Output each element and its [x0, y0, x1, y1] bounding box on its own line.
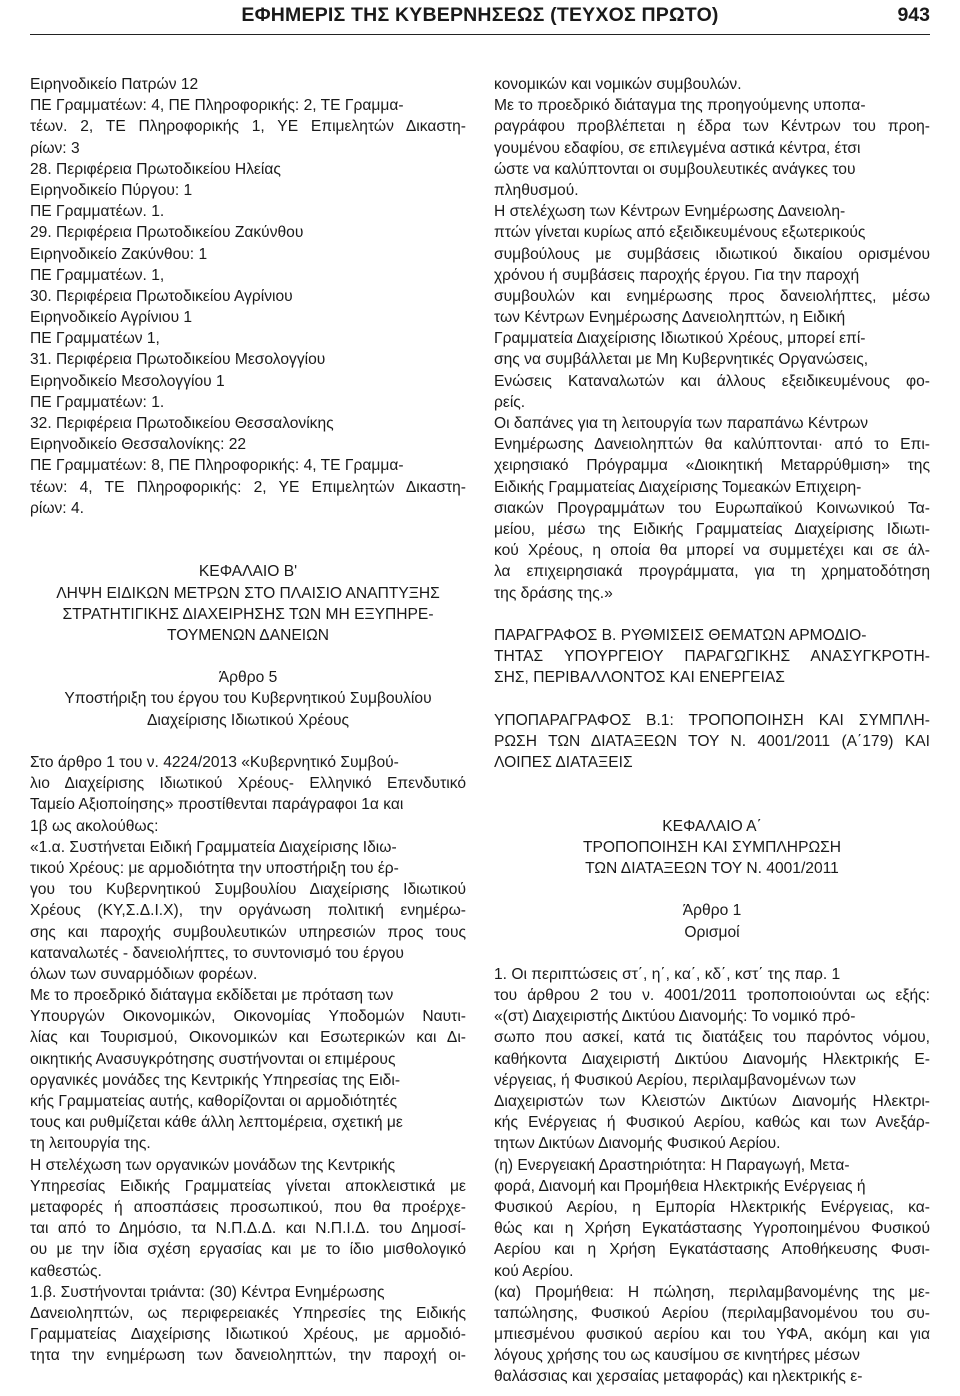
- text-line: Υπηρεσίας Ειδικής Γραμματείας γίνεται αποκλειστικά με: [30, 1177, 466, 1195]
- text-line: ΤΟΥΜΕΝΩΝ ΔΑΝΕΙΩΝ: [166, 626, 330, 644]
- text-line: Ειδικής Γραμματείας Διαχείρισης Τομεακών Επιχειρη-: [494, 478, 862, 496]
- text-line: ρίων: 3: [30, 139, 80, 157]
- text-line: Δανειοληπτών, ως περιφερειακές Υπηρεσίες της Ειδικής: [30, 1304, 466, 1322]
- page-header: [30, 0, 930, 34]
- blank-line: [30, 731, 466, 752]
- text-line: ΠΕ Γραμματέων. 1.: [30, 203, 165, 221]
- text-line: συμβούλους με συμβάσεις ιδιωτικού δικαίου ορισμένου: [494, 245, 930, 263]
- text-line: θώς και η Χρήση Εγκατάστασης Υγροποιημένου Φυσικού: [494, 1220, 930, 1238]
- text-line: 1. Οι περιπτώσεις στ΄, η΄, κα΄, κδ΄, κστ΄ της παρ. 1: [494, 965, 841, 983]
- blank-line: [30, 519, 466, 540]
- text-line: χειρησιακό Πρόγραμμα «Διοικητική Μεταρρύθμιση» της: [494, 457, 930, 475]
- text-line: Υπουργών Οικονομικών, Οικονομίας Υποδομών Ναυτι-: [30, 1008, 466, 1026]
- text-line: ΡΩΣΗ ΤΩΝ ΔΙΑΤΑΞΕΩΝ ΤΟΥ Ν. 4001/2011 (Α΄179) ΚΑΙ: [494, 732, 930, 750]
- text-line: οργανικές μονάδες της Κεντρικής Υπηρεσίας της Ειδι-: [30, 1071, 401, 1089]
- text-line: φορά, Διανομή και Προμήθεια Ηλεκτρικής Ενέργειας ή: [494, 1177, 866, 1195]
- text-line: 28. Περιφέρεια Πρωτοδικείου Ηλείας: [30, 160, 281, 178]
- text-line: κονομικών και νομικών συμβουλών.: [494, 76, 742, 93]
- blank-line: [494, 773, 930, 794]
- text-line: ΤΩΝ ΔΙΑΤΑΞΕΩΝ ΤΟΥ Ν. 4001/2011: [585, 859, 839, 877]
- text-line: καθεστώς.: [30, 1262, 102, 1280]
- text-line: 30. Περιφέρεια Πρωτοδικείου Αγρίνιου: [30, 287, 293, 305]
- gazette-title: ΕΦΗΜΕΡΙΣ ΤΗΣ ΚΥΒΕΡΝΗΣΕΩΣ (ΤΕΥΧΟΣ ΠΡΩΤΟ): [241, 4, 719, 26]
- text-line: γου του Κυβερνητικού Συμβουλίου Διαχείρισης Ιδιωτικού: [30, 881, 466, 899]
- text-line: Άρθρο 5: [218, 669, 278, 687]
- text-line: οικητικής Ανασυγκρότησης συστήνονται οι επιμέρους: [30, 1050, 396, 1068]
- text-line: Ενημέρωσης Δανειοληπτών θα καλύπτονται· από το Επι-: [494, 436, 930, 454]
- text-line: ΣΗΣ, ΠΕΡΙΒΑΛΛΟΝΤΟΣ ΚΑΙ ΕΝΕΡΓΕΙΑΣ: [494, 669, 785, 687]
- text-line: Υποστήριξη του έργου του Κυβερνητικού Συμβουλίου: [64, 690, 432, 708]
- text-line: λα επιχειρησιακά προγράμματα, για τη χρηματοδότηση: [494, 563, 930, 581]
- text-line: Με το προεδρικό διάταγμα εκδίδεται με πρόταση των: [30, 987, 394, 1005]
- text-line: (κα) Προμήθεια: Η πώληση, περιλαμβανομένης της με-: [494, 1283, 930, 1301]
- text-line: όλων των συναρμόδιων φορέων.: [30, 965, 258, 983]
- text-line: τέων. 2, ΤΕ Πληροφορικής 1, ΥΕ Επιμελητών Δικαστη-: [30, 118, 466, 136]
- text-line: Ειρηνοδικείο Θεσσαλονίκης: 22: [30, 436, 247, 454]
- text-line: 32. Περιφέρεια Πρωτοδικείου Θεσσαλονίκης: [30, 415, 334, 432]
- text-line: 29. Περιφέρεια Πρωτοδικείου Ζακύνθου: [30, 224, 304, 242]
- text-line: λίας και Τουρισμού, Οικονομικών και Εσωτερικών και Δι-: [30, 1029, 466, 1047]
- text-line: καταναλωτές - δανειολήπτες, το συντονισμό του έργου: [30, 944, 404, 962]
- text-line: Ενώσεις Καταναλωτών και άλλους εξειδικευμένους φο-: [494, 372, 930, 390]
- text-line: μείου, μέσω της Ειδικής Γραμματείας Διαχείρισης Ιδιωτι-: [494, 520, 930, 538]
- text-line: μεταφορές ή αποσπάσεις προσωπικού, που θα προέρχε-: [30, 1198, 466, 1216]
- text-line: Ειρηνοδικείο Μεσολογγίου 1: [30, 372, 225, 390]
- text-line: τητα την ενημέρωση των δανειοληπτών, την παροχή οι-: [30, 1347, 466, 1365]
- text-line: συμβουλών και ενημέρωσης προς δανειολήπτες, μέσω: [494, 287, 930, 305]
- text-line: των Κέντρων Ενημέρωσης Δανειοληπτών, η Ειδική: [494, 309, 846, 327]
- left-column: [30, 74, 466, 1366]
- text-line: ΤΡΟΠΟΠΟΙΗΣΗ ΚΑΙ ΣΥΜΠΛΗΡΩΣΗ: [582, 838, 842, 856]
- text-line: Αερίου και η Χρήση Εγκατάστασης Αποθήκευσης Φυσι-: [494, 1241, 930, 1259]
- text-line: Στο άρθρο 1 του ν. 4224/2013 «Κυβερνητικό Συμβού-: [30, 754, 399, 771]
- text-line: σης να συμβάλλεται με Μη Κυβερνητικές Οργανώσεις,: [494, 351, 869, 369]
- text-line: ου με την ίδια σχέση εργασίας και με το ίδιο μισθολογικό: [30, 1241, 466, 1259]
- text-line: πληθυσμού.: [494, 181, 579, 199]
- text-line: ΛΟΙΠΕΣ ΔΙΑΤΑΞΕΙΣ: [494, 754, 633, 771]
- text-line: ρείς.: [494, 393, 526, 411]
- text-line: ΚΕΦΑΛΑΙΟ Α΄: [662, 817, 762, 835]
- text-line: ΠΕ Γραμματέων: 1.: [30, 393, 165, 411]
- text-line: ΠΕ Γραμματέων: 4, ΠΕ Πληροφορικής: 2, ΤΕ Γραμμα-: [30, 97, 404, 115]
- text-line: ΣΤΡΑΤΗΤΙΓΙΚΗΣ ΔΙΑΧΕΙΡΗΣΗΣ ΤΩΝ ΜΗ ΕΞΥΠΗΡΕ-: [62, 605, 434, 623]
- text-line: ΠΑΡΑΓΡΑΦΟΣ Β. ΡΥΘΜΙΣΕΙΣ ΘΕΜΑΤΩΝ ΑΡΜΟΔΙΟ-: [494, 626, 867, 644]
- blank-line: [494, 879, 930, 900]
- blank-line: [30, 540, 466, 561]
- text-line: Με το προεδρικό διάταγμα της προηγούμενης υποπα-: [494, 97, 866, 115]
- text-line: Άρθρο 1: [682, 902, 742, 920]
- text-line: ται από το Δημόσιο, τα Ν.Π.Δ.Δ. και Ν.Π.Ι.Δ. του Δημοσί-: [30, 1220, 466, 1238]
- right-column: [494, 74, 930, 1388]
- text-line: ταπώλησης, Φυσικού Αερίου (περιλαμβανομένου του συ-: [494, 1304, 930, 1322]
- text-line: γουμένου εδαφίου, σε επιλεγμένα αστικά κέντρα, έτσι: [494, 139, 861, 157]
- text-line: Οι δαπάνες για τη λειτουργία των παραπάνω Κέντρων: [494, 415, 869, 432]
- text-line: θαλάσσιας και χερσαίας μεταφοράς) και ηλεκτρικής ε-: [494, 1368, 863, 1386]
- text-line: ρίων: 4.: [30, 499, 84, 517]
- text-line: τικού Χρέους: με αρμοδιότητα την υποστήριξη του έρ-: [30, 859, 399, 877]
- header-divider: [30, 34, 930, 35]
- text-line: 1.β. Συστήνονται τριάντα: (30) Κέντρα Ενημέρωσης: [30, 1283, 385, 1301]
- text-line: ραγράφου προβλέπεται η έδρα των Κέντρων του προη-: [494, 118, 930, 136]
- text-line: ΠΕ Γραμματέων. 1,: [30, 266, 165, 284]
- text-line: κού Χρέους, η οποία θα μπορεί να συμμετέχει και σε άλ-: [494, 542, 930, 560]
- text-line: 31. Περιφέρεια Πρωτοδικείου Μεσολογγίου: [30, 351, 326, 369]
- text-line: Ταμείο Αξιοποίησης» προστίθενται παράγραφοι 1α και: [30, 796, 404, 814]
- text-line: τη λειτουργία της.: [30, 1135, 151, 1153]
- text-line: πτών γίνεται κυρίως από εξειδικευμένους εξωτερικούς: [494, 224, 866, 242]
- text-line: 1β ως ακολούθως:: [30, 817, 159, 835]
- text-line: νέργειας, ή Φυσικού Αερίου, περιλαμβανομένων των: [494, 1071, 856, 1089]
- text-line: λιο Διαχείρισης Ιδιωτικού Χρέους- Ελληνικό Επενδυτικό: [30, 775, 466, 793]
- blank-line: [494, 688, 930, 709]
- text-line: ΠΕ Γραμματέων: 8, ΠΕ Πληροφορικής: 4, ΤΕ Γραμμα-: [30, 457, 404, 475]
- text-line: Χρέους (ΚΥ,Σ.Δ.Ι.Χ), την οργάνωση πολιτική ενημέρω-: [30, 902, 466, 920]
- text-line: κού Αερίου.: [494, 1262, 574, 1280]
- blank-line: [494, 794, 930, 815]
- text-line: του άρθρου 2 του ν. 4001/2011 τροποποιούνται ως εξής:: [494, 987, 930, 1005]
- text-line: «1.α. Συστήνεται Ειδική Γραμματεία Διαχείρισης Ιδιω-: [30, 838, 397, 856]
- text-line: Ειρηνοδικείο Πατρών 12: [30, 76, 199, 93]
- text-line: τέων: 4, ΤΕ Πληροφορικής: 2, ΥΕ Επιμελητών Δικαστη-: [30, 478, 466, 496]
- text-line: ΛΗΨΗ ΕΙΔΙΚΩΝ ΜΕΤΡΩΝ ΣΤΟ ΠΛΑΙΣΙΟ ΑΝΑΠΤΥΞΗΣ: [56, 584, 440, 602]
- text-line: Ειρηνοδικείο Πύργου: 1: [30, 181, 193, 199]
- text-line: ώστε να καλύπτονται οι συμβουλευτικές ανάγκες του: [494, 160, 856, 178]
- text-line: Ειρηνοδικείο Ζακύνθου: 1: [30, 245, 208, 263]
- text-line: Η στελέχωση των Κέντρων Ενημέρωσης Δανειολη-: [494, 203, 846, 221]
- text-line: ΠΕ Γραμματέων 1,: [30, 330, 160, 348]
- page-number: 943: [897, 4, 930, 26]
- text-line: Διαχειριστών των Κλειστών Δικτύων Διανομής Ηλεκτρι-: [494, 1093, 930, 1110]
- text-line: της δράσης της.»: [494, 584, 613, 602]
- blank-line: [30, 646, 466, 667]
- text-line: ΚΕΦΑΛΑΙΟ Β': [198, 563, 298, 581]
- text-line: κής Ενέργειας ή Φυσικού Αερίου, καθώς και των Ανεξάρ-: [494, 1114, 930, 1132]
- text-line: Η στελέχωση των οργανικών μονάδων της Κεντρικής: [30, 1156, 396, 1174]
- text-line: (η) Ενεργειακή Δραστηριότητα: Η Παραγωγή, Μετα-: [494, 1156, 850, 1174]
- text-line: τητων Δικτύων Διανομής Φυσικού Αερίου.: [494, 1135, 781, 1153]
- text-line: τους και ρυθμίζεται κάθε άλλη λεπτομέρεια, σχετική με: [30, 1114, 403, 1132]
- text-line: χρόνου ή συμβάσεις παροχής έργου. Για την παροχή: [494, 266, 860, 284]
- text-line: ΤΗΤΑΣ ΥΠΟΥΡΓΕΙΟΥ ΠΑΡΑΓΩΓΙΚΗΣ ΑΝΑΣΥΓΚΡΟΤΗ-: [494, 648, 930, 666]
- text-line: καθήκοντα Διαχειριστή Δικτύου Διανομής Ηλεκτρικής Ε-: [494, 1050, 930, 1068]
- text-line: σης και παροχής συμβουλευτικών υπηρεσιών προς τους: [30, 923, 466, 941]
- text-line: Ειρηνοδικείο Αγρίνιου 1: [30, 309, 193, 327]
- text-line: Γραμματεία Διαχείρισης Ιδιωτικού Χρέους, μπορεί επί-: [494, 330, 866, 348]
- text-line: σιακών Προγραμμάτων του Ευρωπαϊκού Κοινωνικού Τα-: [494, 499, 930, 517]
- blank-line: [494, 604, 930, 625]
- text-line: κής Γραμματείας αυτής, καθορίζονται οι αρμοδιότητές: [30, 1093, 398, 1110]
- text-line: λόγους χρήσης του ως καυσίμου σε κινητήρες μέσων: [494, 1347, 860, 1365]
- text-line: Γραμματείας Διαχείρισης Ιδιωτικού Χρέους, με αρμοδιό-: [30, 1326, 466, 1344]
- text-line: μπιεσμένου φυσικού αερίου και του ΥΦΑ, ακόμη και για: [494, 1326, 930, 1344]
- text-line: Ορισμοί: [684, 923, 740, 941]
- text-line: σωπο που ασκεί, κατά τις διατάξεις του παρόντος νόμου,: [494, 1029, 930, 1047]
- text-line: Διαχείρισης Ιδιωτικού Χρέους: [146, 711, 350, 729]
- text-line: ΥΠΟΠΑΡΑΓΡΑΦΟΣ Β.1: ΤΡΟΠΟΠΟΙΗΣΗ ΚΑΙ ΣΥΜΠΛΗ-: [494, 711, 930, 729]
- text-line: «(στ) Διαχειριστής Δικτύου Διανομής: Το νομικό πρό-: [494, 1008, 856, 1026]
- text-line: Φυσικού Αερίου, η Εμπορία Ηλεκτρικής Ενέργειας, κα-: [494, 1198, 930, 1216]
- blank-line: [494, 943, 930, 964]
